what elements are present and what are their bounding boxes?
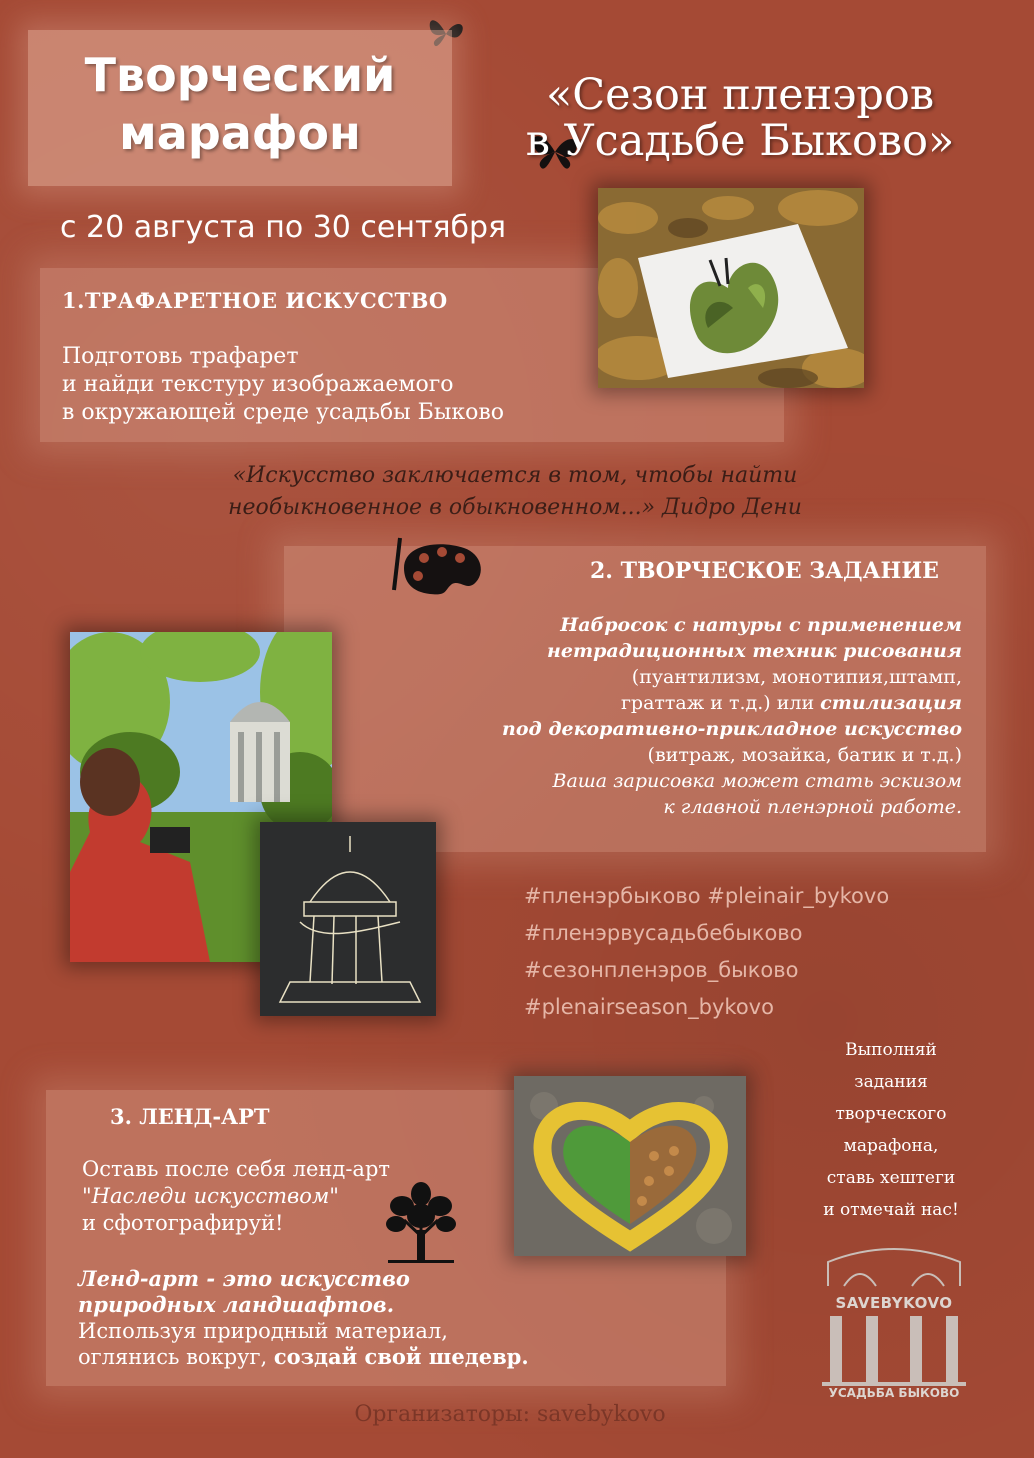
cta-line: задания [854,1072,928,1092]
section-2-line: под декоративно-прикладное искусство [502,718,962,740]
section-2-line: (пуантилизм, монотипия,штамп, [631,666,962,688]
season-title [470,72,1010,164]
page-title [28,46,452,162]
section-3-line-part: создай свой шедевр. [273,1344,529,1369]
season-line-2: в Усадьбе Быково» [525,116,955,166]
section-3-line-part: оглянись вокруг, [78,1345,274,1369]
season-line-1: «Сезон пленэров [545,70,935,120]
section-3-line: "Наследи искусством" [82,1184,339,1208]
section-1-line: Подготовь трафарет [62,344,299,369]
section-2-line: (витраж, мозайка, батик и т.д.) [647,744,962,766]
section-2-line: к главной пленэрной работе. [663,796,962,818]
section-1-line: в окружающей среде усадьбы Быково [62,400,504,425]
cta-line: марафона, [843,1136,939,1156]
hashtag[interactable]: #пленэрвусадьбебыково [524,921,803,945]
section-3-title: 3. ЛЕНД-АРТ [110,1104,270,1129]
section-3-line: Оставь после себя ленд-арт [82,1157,391,1181]
section-2-line: нетрадиционных техник рисования [547,640,962,662]
section-2-line: Ваша зарисовка может стать эскизом [552,770,962,792]
section-3-line [78,1344,529,1370]
section-3-line: Ленд-арт - это искусство [78,1266,410,1291]
title-line-1: Творческий [84,48,396,102]
cta-line: ставь хештеги [826,1168,956,1188]
section-2-line-part: стилизация [820,692,962,714]
section-1-text [62,343,504,427]
cta-line: творческого [835,1104,947,1124]
section-3-line: и сфотографируй! [82,1211,284,1235]
section-3-text [82,1156,390,1237]
logo-top-text: SAVEBYKOVO [835,1294,953,1312]
tree-icon [382,1180,460,1268]
stencil-butterfly-photo [598,188,864,388]
palette-icon [390,534,486,596]
title-line-2: марафон [119,106,361,160]
hashtag[interactable]: #пленэрбыково #pleinair_bykovo [524,884,890,908]
section-2-line [400,690,962,716]
hashtags [524,878,889,1026]
quote-line-1: «Искусство заключается в том, чтобы найти [232,463,798,488]
section-2-text [400,612,962,820]
cta-line: и отмечай нас! [823,1200,959,1220]
logo-bottom-text: УСАДЬБА БЫКОВО [828,1386,960,1400]
cta-line: Выполняй [845,1040,937,1060]
section-3-line: Используя природный материал, [78,1319,448,1343]
section-2-line-part: граттаж и т.д.) или [620,692,821,714]
hashtag[interactable]: #сезонпленэров_быково [524,958,799,982]
section-1-line: и найди текстуру изображаемого [62,372,454,397]
section-1-title: 1.ТРАФАРЕТНОЕ ИСКУССТВО [62,288,448,313]
hashtag[interactable]: #plenairseason_bykovo [524,995,774,1019]
call-to-action [800,1034,982,1226]
section-3-line: природных ландшафтов. [78,1292,395,1317]
section-2-line: Набросок с натуры с применением [560,614,962,636]
rotunda-drawing-photo [260,822,436,1016]
quote [150,460,880,524]
section-3-description [78,1266,529,1370]
section-2-title: 2. ТВОРЧЕСКОЕ ЗАДАНИЕ [590,558,939,584]
leaf-heart-photo [514,1076,746,1256]
organizers: Организаторы: savebykovo [354,1402,666,1427]
dates: с 20 августа по 30 сентября [60,210,507,245]
quote-line-2: необыкновенное в обыкновенном...» Дидро Дени [228,495,802,520]
